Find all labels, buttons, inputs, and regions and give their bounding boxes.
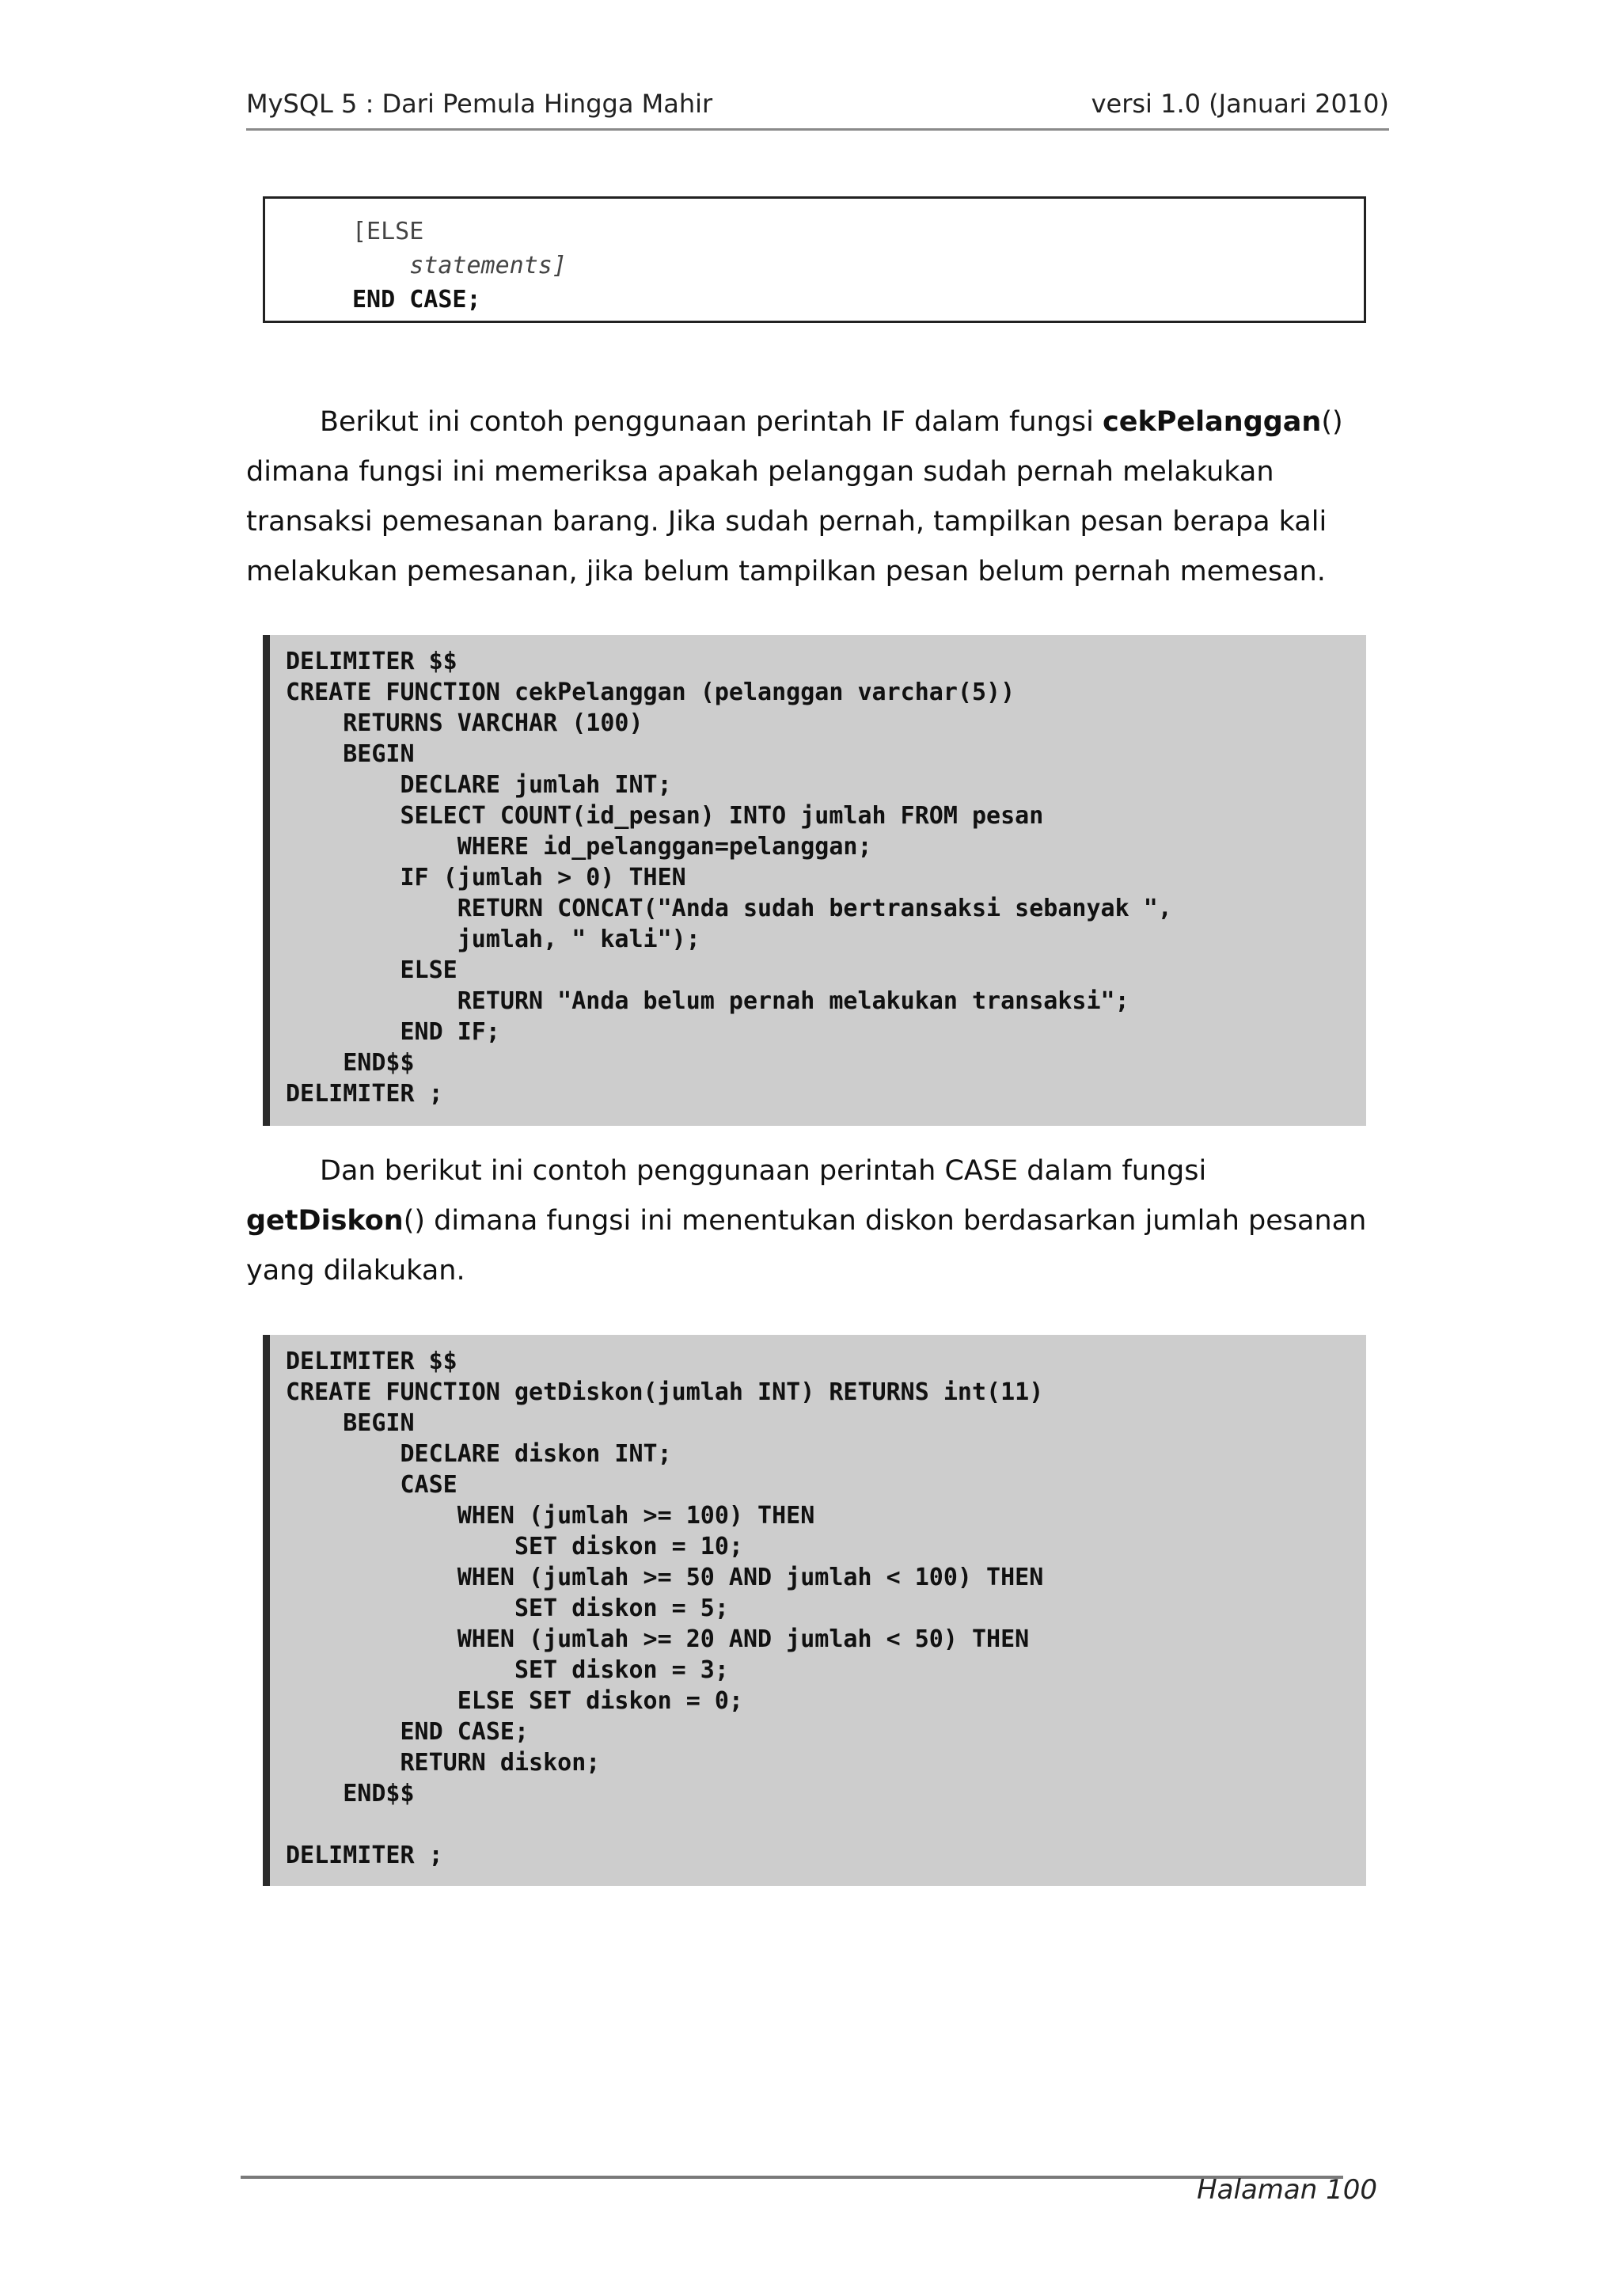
code-line: [ELSE: [352, 218, 424, 245]
paragraph-case-intro: [246, 1146, 1389, 1296]
code-line: CASE: [286, 1471, 457, 1499]
code-line: DECLARE diskon INT;: [286, 1440, 672, 1468]
code-line: END IF;: [286, 1018, 500, 1046]
code-line: SET diskon = 5;: [286, 1595, 729, 1622]
word: penggunaan: [636, 1155, 810, 1187]
text-span: Berikut ini contoh penggunaan perintah IF dalam fungsi: [320, 406, 1103, 438]
code-line: ELSE SET diskon = 0;: [286, 1687, 743, 1715]
text-line: yang dilakukan.: [246, 1255, 465, 1287]
text-line: transaksi pemesanan barang. Jika sudah pernah, tampilkan pesan berapa kali: [246, 506, 1327, 538]
code-line: DELIMITER $$: [286, 648, 457, 675]
text-line: [246, 397, 1389, 447]
text-line: melakukan pemesanan, jika belum tampilkan pesan belum pernah memesan.: [246, 556, 1326, 587]
code-line: DELIMITER ;: [286, 1080, 443, 1108]
code-line: END CASE;: [286, 1718, 530, 1746]
page-number: Halaman 100: [1197, 2174, 1377, 2206]
code-line: CREATE FUNCTION cekPelanggan (pelanggan varchar(5)): [286, 679, 1015, 706]
code-line: IF (jumlah > 0) THEN: [286, 864, 686, 891]
version-label: versi 1.0 (Januari 2010): [1091, 89, 1389, 119]
word: Dan: [320, 1155, 376, 1187]
text-line: [246, 1196, 1389, 1246]
code-line: RETURN CONCAT("Anda sudah bertransaksi sebanyak ",: [286, 895, 1172, 922]
code-line: SET diskon = 10;: [286, 1533, 743, 1560]
word: ini: [490, 1155, 524, 1187]
code-line: WHEN (jumlah >= 100) THEN: [286, 1502, 815, 1530]
code-line: RETURNS VARCHAR (100): [286, 709, 643, 737]
code-line: BEGIN: [286, 740, 415, 768]
code-line: BEGIN: [286, 1409, 415, 1437]
code-line: jumlah, " kali");: [286, 926, 700, 953]
code-line: WHEN (jumlah >= 20 AND jumlah < 50) THEN: [286, 1625, 1030, 1653]
word: perintah: [818, 1155, 936, 1187]
code-line: SET diskon = 3;: [286, 1656, 729, 1684]
code-line: RETURN "Anda belum pernah melakukan transaksi";: [286, 987, 1129, 1015]
code-line: [286, 1809, 1366, 1840]
code-line: END$$: [286, 1780, 415, 1808]
paragraph-if-intro: [246, 397, 1389, 597]
word: CASE: [944, 1155, 1019, 1187]
code-line: statements]: [352, 252, 567, 279]
code-line: RETURN diskon;: [286, 1749, 601, 1777]
word: berikut: [384, 1155, 482, 1187]
code-line: END CASE;: [352, 286, 481, 314]
footer-divider: [241, 2176, 1343, 2179]
code-line: DELIMITER $$: [286, 1348, 457, 1375]
word: contoh: [532, 1155, 628, 1187]
syntax-box: [263, 196, 1366, 323]
code-line: WHERE id_pelanggan=pelanggan;: [286, 833, 872, 861]
code-line: CREATE FUNCTION getDiskon(jumlah INT) RETURNS int(11): [286, 1378, 1044, 1406]
function-name: cekPelanggan: [1103, 406, 1322, 438]
code-line: SELECT COUNT(id_pesan) INTO jumlah FROM pesan: [286, 802, 1044, 830]
code-line: DELIMITER ;: [286, 1842, 443, 1869]
function-name: getDiskon: [246, 1205, 404, 1237]
book-title: MySQL 5 : Dari Pemula Hingga Mahir: [246, 89, 713, 119]
code-line: ELSE: [286, 956, 457, 984]
code-block-getdiskon: [263, 1335, 1366, 1886]
code-line: WHEN (jumlah >= 50 AND jumlah < 100) THEN: [286, 1564, 1044, 1591]
text-line: [246, 1146, 1389, 1196]
word: dalam: [1027, 1155, 1114, 1187]
page-header: [246, 89, 1389, 119]
code-line: END$$: [286, 1049, 415, 1077]
text-span: () dimana fungsi ini menentukan diskon berdasarkan jumlah pesanan: [403, 1205, 1367, 1237]
word: fungsi: [1122, 1155, 1207, 1187]
text-span: (): [1321, 406, 1343, 438]
header-divider: [246, 128, 1389, 131]
code-line: DECLARE jumlah INT;: [286, 771, 672, 799]
text-line: dimana fungsi ini memeriksa apakah pelanggan sudah pernah melakukan: [246, 456, 1274, 488]
code-block-cekpelanggan: [263, 635, 1366, 1126]
